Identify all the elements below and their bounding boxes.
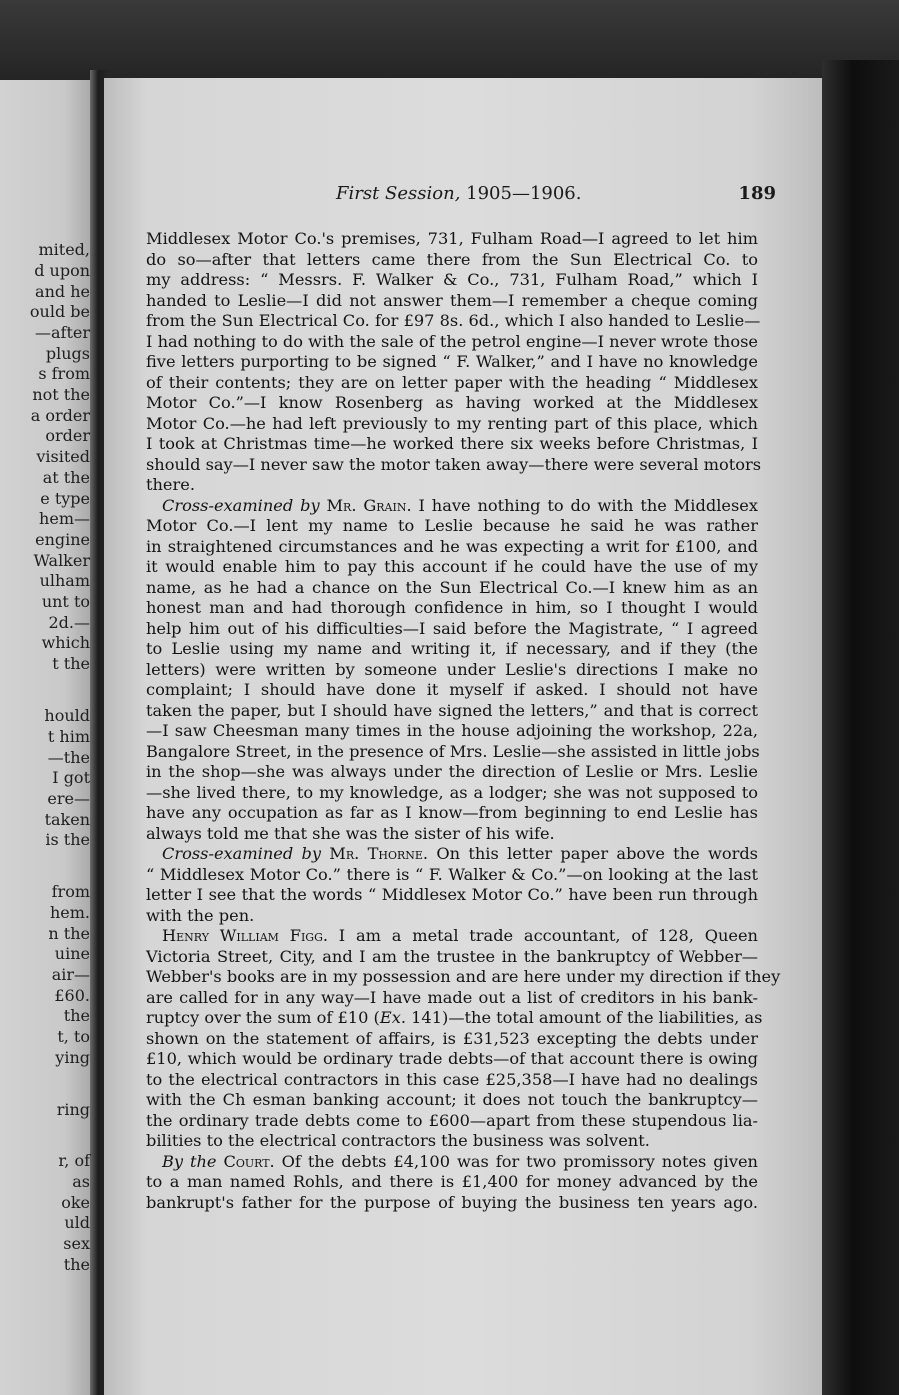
left-page-fragment: d upon xyxy=(34,261,90,280)
left-page-fragment: ring xyxy=(56,1100,90,1119)
left-page-fragment: which xyxy=(41,633,90,652)
line-text: shown on the statement of affairs, is £31,523 excepting the debts under xyxy=(146,1028,758,1048)
text-line xyxy=(146,434,758,455)
left-page-fragment: 2d.— xyxy=(48,613,90,632)
left-page-fragment: e type xyxy=(40,489,90,508)
line-text: —she lived there, to my knowledge, as a lodger; she was not supposed to xyxy=(146,782,758,802)
text-line xyxy=(146,475,758,496)
text-line xyxy=(146,352,758,373)
line-text: letters) were written by someone under Leslie's directions I make no xyxy=(146,659,758,679)
left-page-fragment: as xyxy=(72,1172,90,1191)
left-page-fragment: engine xyxy=(35,530,90,549)
line-text: from the Sun Electrical Co. for £97 8s. 6d., which I also handed to Leslie— xyxy=(146,311,761,330)
text-line xyxy=(146,680,758,701)
left-page-fragment: hem. xyxy=(49,903,90,922)
text-line xyxy=(146,1008,763,1029)
left-page-fragment: r, of xyxy=(58,1151,90,1170)
italic-lead: Cross-examined by xyxy=(162,844,322,863)
left-page-fragment: uine xyxy=(54,944,90,963)
text-line xyxy=(146,988,758,1009)
left-page-fragment: n the xyxy=(48,924,90,943)
session-title: First Session, xyxy=(336,183,461,204)
left-page-fragment: hem— xyxy=(39,509,90,528)
left-page-fragment: the xyxy=(63,1255,90,1274)
line-text: five letters purporting to be signed “ F. Walker,” and I have no knowledge xyxy=(146,352,758,371)
line-text: Motor Co.”—I know Rosenberg as having worked at the Middlesex xyxy=(146,393,758,412)
line-text: always told me that she was the sister of his wife. xyxy=(146,823,555,843)
left-page-fragment: air— xyxy=(51,965,90,984)
line-text: to a man named Rohls, and there is £1,400 for money advanced by the xyxy=(146,1172,758,1191)
left-page-fragment: taken xyxy=(44,810,90,829)
text-line xyxy=(146,639,758,660)
left-page-fragment: is the xyxy=(45,830,90,849)
text-line xyxy=(146,291,758,312)
line-text: Motor Co.—he had left previously to my renting part of this place, which xyxy=(146,413,758,433)
line-text: letter I see that the words “ Middlesex Motor Co.” have been run through xyxy=(146,885,758,904)
text-line xyxy=(146,598,758,619)
line-text: Middlesex Motor Co.'s premises, 731, Fulham Road—I agreed to let him xyxy=(146,229,758,248)
text-line xyxy=(146,1111,758,1132)
italic-lead: By the xyxy=(162,1151,217,1171)
line-text: ruptcy over the sum of £10 ( xyxy=(146,1008,380,1027)
line-text: should say—I never saw the motor taken away—there were several motors xyxy=(146,454,762,474)
line-text: I have nothing to do with the Middlesex xyxy=(411,495,758,515)
left-page-fragment: visited xyxy=(36,447,90,466)
line-text: do so—after that letters came there from the Sun Electrical Co. to xyxy=(146,249,758,269)
page-edge-shadow xyxy=(822,60,899,1395)
left-page-fragment: and he xyxy=(35,282,90,301)
text-line xyxy=(146,1131,758,1152)
left-page-fragment: ould be xyxy=(29,302,90,321)
body-text xyxy=(146,229,781,1213)
line-text: have any occupation as far as I know—from beginning to end Leslie has xyxy=(146,803,758,822)
text-line xyxy=(146,454,762,476)
line-text: there. xyxy=(146,475,195,494)
text-line xyxy=(146,270,758,291)
left-page-fragment: —after xyxy=(34,323,90,342)
line-text: it would enable him to pay this account if he could have the use of my xyxy=(146,557,758,576)
left-page-fragment: ulham xyxy=(39,571,90,590)
line-text: Webber's books are in my possession and are here under my direction if they xyxy=(146,967,781,986)
left-page-fragment: uld xyxy=(64,1213,90,1232)
left-page-fragment: ying xyxy=(55,1048,90,1067)
line-text: Motor Co.—I lent my name to Leslie because he said he was rather xyxy=(146,516,758,535)
speaker-name: Mr. Thorne. xyxy=(321,844,429,863)
left-page-fragment: Walker xyxy=(33,551,90,570)
left-page-fragment: —the xyxy=(47,748,90,767)
text-line xyxy=(146,1029,758,1050)
text-line xyxy=(146,1049,758,1070)
left-page-fragment: s from xyxy=(38,364,90,383)
line-text: bilities to the electrical contractors the business was solvent. xyxy=(146,1131,650,1150)
text-line xyxy=(146,803,758,824)
left-page-fragment: ere— xyxy=(47,789,90,808)
line-text: taken the paper, but I should have signed the letters,” and that is correct xyxy=(146,700,758,720)
line-text: in straightened circumstances and he was expecting a writ for £100, and xyxy=(146,536,758,556)
text-line xyxy=(146,865,758,886)
session-years: 1905—1906. xyxy=(460,183,582,204)
text-line xyxy=(146,393,758,414)
line-text: to Leslie using my name and writing it, if necessary, and if they (the xyxy=(146,639,758,658)
text-line xyxy=(146,906,758,927)
line-text: On this letter paper above the words xyxy=(428,844,758,863)
text-line xyxy=(146,947,758,968)
line-text: are called for in any way—I have made out a list of creditors in his bank- xyxy=(146,987,758,1007)
line-text: name, as he had a chance on the Sun Electrical Co.—I knew him as an xyxy=(146,577,758,597)
text-line xyxy=(146,926,758,947)
left-page-fragment: t the xyxy=(52,654,90,673)
text-line xyxy=(146,1152,758,1173)
line-text: bankrupt's father for the purpose of buying the business ten years ago. xyxy=(146,1192,758,1212)
text-line xyxy=(146,783,758,804)
text-line xyxy=(146,250,758,271)
left-page-fragment: t him xyxy=(47,727,90,746)
running-head-title xyxy=(336,183,581,204)
left-page-fragment: mited, xyxy=(38,240,90,259)
text-line xyxy=(146,742,758,763)
italic-lead: Ex. xyxy=(379,1008,406,1027)
line-text: with the pen. xyxy=(146,905,255,925)
left-page-fragment: t, to xyxy=(57,1027,90,1046)
text-line xyxy=(146,373,758,394)
text-line xyxy=(146,824,758,845)
left-page-fragment: the xyxy=(63,1006,90,1025)
page-number: 189 xyxy=(738,183,776,204)
line-text: £10, which would be ordinary trade debts—of that account there is owing xyxy=(146,1049,758,1068)
text-line xyxy=(146,762,758,783)
line-text: I took at Christmas time—he worked there six weeks before Christmas, I xyxy=(146,434,758,453)
text-line xyxy=(146,332,758,353)
text-line xyxy=(146,311,761,332)
line-text: 141)—the total amount of the liabilities, as xyxy=(405,1008,763,1027)
speaker-name: Court. xyxy=(216,1151,275,1171)
line-text: to the electrical contractors in this case £25,358—I have had no dealings xyxy=(146,1069,758,1089)
text-line xyxy=(146,701,758,722)
line-text: help him out of his difficulties—I said before the Magistrate, “ I agreed xyxy=(146,618,758,638)
left-page-fragment: unt to xyxy=(41,592,90,611)
line-text: with the Ch esman banking account; it does not touch the bankruptcy— xyxy=(146,1090,758,1109)
text-line xyxy=(146,578,758,599)
left-page-fragment: order xyxy=(45,426,90,445)
text-line xyxy=(146,537,758,558)
line-text: of their contents; they are on letter paper with the heading “ Middlesex xyxy=(146,372,758,392)
line-text: Victoria Street, City, and I am the trustee in the bankruptcy of Webber— xyxy=(146,946,758,966)
running-head xyxy=(336,183,776,209)
italic-lead: Cross-examined by xyxy=(162,495,320,515)
line-text: handed to Leslie—I did not answer them—I remember a cheque coming xyxy=(146,290,758,310)
text-line xyxy=(146,660,758,681)
speaker-name: Mr. Grain. xyxy=(319,495,412,515)
text-line xyxy=(146,557,758,578)
line-text: in the shop—she was always under the direction of Leslie or Mrs. Leslie xyxy=(146,762,758,781)
text-line xyxy=(146,1172,758,1193)
line-text: I had nothing to do with the sale of the petrol engine—I never wrote those xyxy=(146,331,758,351)
left-page-fragment: plugs xyxy=(45,344,90,363)
line-text: Of the debts £4,100 was for two promissory notes given xyxy=(274,1151,758,1171)
left-page-fragment: oke xyxy=(61,1193,90,1212)
line-text: complaint; I should have done it myself if asked. I should not have xyxy=(146,680,758,699)
text-line xyxy=(146,516,758,537)
text-line xyxy=(146,1090,758,1111)
line-text: Bangalore Street, in the presence of Mrs. Leslie—she assisted in little jobs xyxy=(146,741,760,761)
text-line xyxy=(146,967,781,988)
text-line xyxy=(146,721,758,742)
text-line xyxy=(146,229,758,250)
text-line xyxy=(146,619,758,640)
text-line xyxy=(146,844,758,865)
left-page-fragment: sex xyxy=(63,1234,90,1253)
left-page-fragment: from xyxy=(51,882,90,901)
text-line xyxy=(146,1193,758,1214)
line-text: my address: “ Messrs. F. Walker & Co., 731, Fulham Road,” which I xyxy=(146,270,758,289)
left-page-fragment: hould xyxy=(44,706,90,725)
left-page-fragment: I got xyxy=(52,768,90,787)
text-line xyxy=(146,1070,758,1091)
line-text: the ordinary trade debts come to £600—apart from these stupendous lia- xyxy=(146,1110,758,1130)
line-text: I am a metal trade accountant, of 128, Queen xyxy=(328,926,758,945)
left-page-fragment: at the xyxy=(42,468,90,487)
left-page-fragment: £60. xyxy=(54,986,90,1005)
text-line xyxy=(146,414,758,435)
speaker-name: Henry William Figg. xyxy=(162,926,329,945)
left-page-fragment: a order xyxy=(30,406,90,425)
line-text: —I saw Cheesman many times in the house adjoining the workshop, 22a, xyxy=(146,721,758,740)
line-text: honest man and had thorough confidence in him, so I thought I would xyxy=(146,598,758,617)
left-page-fragment: not the xyxy=(32,385,90,404)
line-text: “ Middlesex Motor Co.” there is “ F. Walker & Co.”—on looking at the last xyxy=(146,864,758,884)
text-line xyxy=(146,885,758,906)
text-line xyxy=(146,496,758,517)
